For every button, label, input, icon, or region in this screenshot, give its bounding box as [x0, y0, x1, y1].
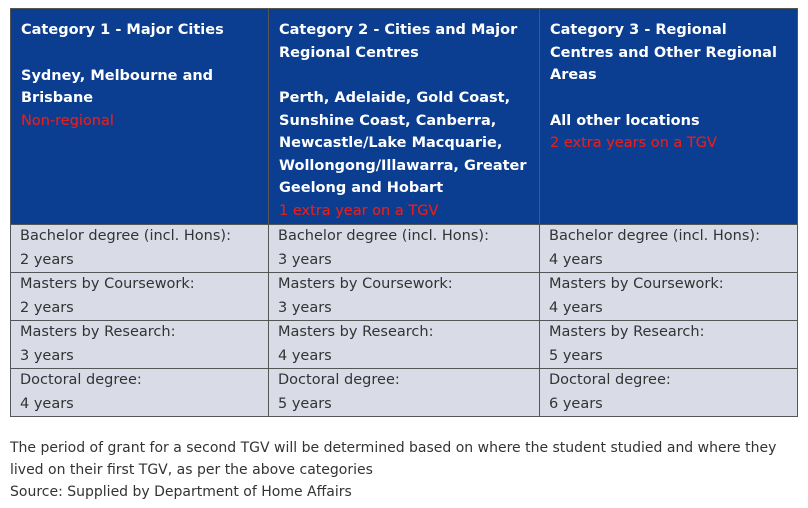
- category-note: 2 extra years on a TGV: [550, 135, 717, 151]
- degree-label: Masters by Coursework:: [549, 276, 724, 292]
- duration-value: 6 years: [549, 395, 603, 412]
- table-cell: [540, 321, 798, 369]
- table-cell: [269, 321, 540, 369]
- table-cell: [540, 225, 798, 273]
- category-title: Category 3 - Regional Centres and Other Regional Areas: [550, 22, 777, 83]
- degree-label: Doctoral degree:: [20, 372, 142, 388]
- table-cell: [269, 273, 540, 321]
- degree-label: Masters by Coursework:: [20, 276, 195, 292]
- table-row: [11, 321, 798, 369]
- table-cell: [269, 225, 540, 273]
- table-cell: [269, 369, 540, 417]
- duration-value: 2 years: [20, 299, 74, 316]
- table-cell: [11, 369, 269, 417]
- duration-value: 4 years: [549, 299, 603, 316]
- tgv-category-table: [10, 8, 798, 417]
- degree-label: Doctoral degree:: [549, 372, 671, 388]
- category-2-header: [269, 9, 540, 225]
- caption-text: The period of grant for a second TGV will be determined based on where the student studied and where they lived on their first TGV, as per the above categories: [10, 440, 777, 478]
- table-cell: [540, 369, 798, 417]
- caption-source: Source: Supplied by Department of Home Affairs: [10, 484, 352, 500]
- degree-label: Bachelor degree (incl. Hons):: [549, 228, 760, 244]
- category-description: All other locations: [550, 112, 700, 129]
- duration-value: 4 years: [549, 251, 603, 268]
- category-title: Category 1 - Major Cities: [21, 22, 224, 38]
- category-title: Category 2 - Cities and Major Regional Centres: [279, 22, 518, 61]
- header-row: [11, 9, 798, 225]
- table-row: [11, 225, 798, 273]
- degree-label: Bachelor degree (incl. Hons):: [278, 228, 489, 244]
- table-row: [11, 273, 798, 321]
- degree-label: Masters by Coursework:: [278, 276, 453, 292]
- degree-label: Masters by Research:: [20, 324, 176, 340]
- degree-label: Doctoral degree:: [278, 372, 400, 388]
- degree-label: Masters by Research:: [278, 324, 434, 340]
- degree-label: Masters by Research:: [549, 324, 705, 340]
- category-description: Perth, Adelaide, Gold Coast, Sunshine Coast, Canberra, Newcastle/Lake Macquarie, Wollongong/Illawarra, Greater Geelong and Hobart: [279, 90, 527, 196]
- category-note: 1 extra year on a TGV: [279, 202, 439, 219]
- duration-value: 4 years: [278, 347, 332, 364]
- category-description: Sydney, Melbourne and Brisbane: [21, 67, 214, 106]
- duration-value: 2 years: [20, 251, 74, 268]
- table-cell: [540, 273, 798, 321]
- duration-value: 3 years: [278, 251, 332, 268]
- duration-value: 5 years: [278, 395, 332, 412]
- category-3-header: [540, 9, 798, 225]
- duration-value: 4 years: [20, 395, 74, 412]
- duration-value: 5 years: [549, 347, 603, 364]
- duration-value: 3 years: [20, 347, 74, 364]
- category-note: Non-regional: [21, 112, 114, 129]
- category-1-header: [11, 9, 269, 225]
- table-cell: [11, 321, 269, 369]
- table-cell: [11, 273, 269, 321]
- duration-value: 3 years: [278, 299, 332, 316]
- table-row: [11, 369, 798, 417]
- table-cell: [11, 225, 269, 273]
- degree-label: Bachelor degree (incl. Hons):: [20, 228, 231, 244]
- table-caption: [10, 437, 800, 503]
